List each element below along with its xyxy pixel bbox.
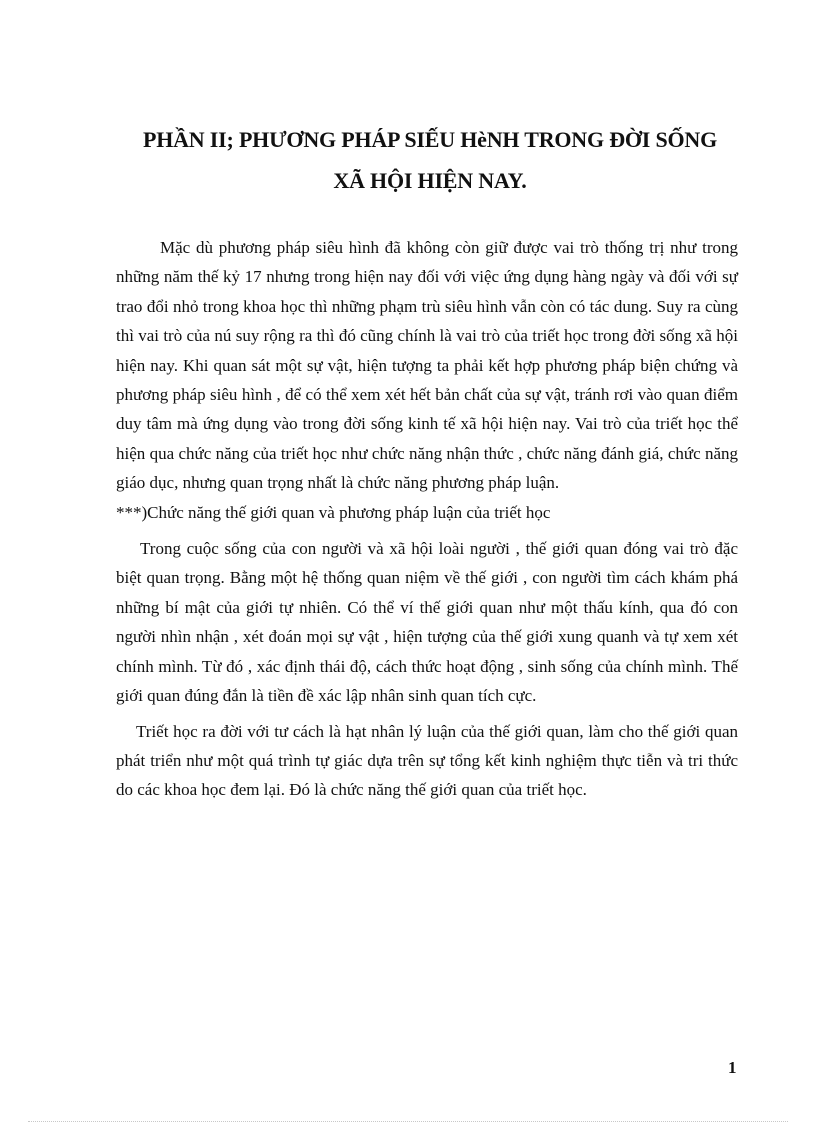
paragraph-philosophy-function: Triết học ra đời với tư cách là hạt nhân lý luận của thế giới quan, làm cho thế giới quan phát triển như một quá trình tự giác dựa trên sự tổng kết kinh nghiệm thực tiễn và tri thức do các khoa học đem lại. Đó là chức năng thế giới quan của triết học. — [116, 721, 738, 800]
section-subheading: ***)Chức năng thế giới quan và phương pháp luận của triết học — [116, 502, 551, 522]
paragraph-metaphysics-role: Mặc dù phương pháp siêu hình đã không còn giữ được vai trò thống trị như trong những năm thế kỷ 17 nhưng trong hiện nay đối với việc ứng dụng hàng ngày và đối với sự trao đổi nhỏ trong khoa học thì những phạm trù siêu hình vẫn còn có tác dung. Suy ra cùng thì vai trò của nú suy rộng ra thì đó cũng chính là vai trò của triết học trong đời sống xã hội hiện nay. Khi quan sát một sự vật, hiện tượng ta phải kết hợp phương pháp biện chứng và phương pháp siêu hình , để có thể xem xét hết bản chất của sự vật, tránh rơi vào quan điểm duy tâm mà ứng dụng vào trong đời sống kinh tế xã hội hiện nay. Vai trò của triết học thể hiện qua chức năng của triết học như chức năng nhận thức , chức năng đánh giá, chức năng giáo dục, nhưng quan trọng nhất là chức năng phương pháp luận. — [116, 238, 738, 493]
document-body — [116, 233, 738, 805]
page-title-line-2: XÃ HỘI HIỆN NAY. — [333, 168, 527, 193]
paragraph-worldview: Trong cuộc sống của con người và xã hội loài người , thế giới quan đóng vai trò đặc biệt quan trọng. Bằng một hệ thống quan niệm về thế giới , con người tìm cách khám phá những bí mật của giới tự nhiên. Có thể ví thế giới quan như một thấu kính, qua đó con người nhìn nhận , xét đoán mọi sự vật , hiện tượng của thế giới xung quanh và tự xem xét chính mình. Từ đó , xác định thái độ, cách thức hoạt động , sinh sống của chính mình. Thế giới quan đúng đắn là tiền đề xác lập nhân sinh quan tích cực. — [116, 539, 738, 706]
page-number: 1 — [728, 1058, 737, 1077]
page-title-line-1: PHẦN II; PHƯƠNG PHÁP SIẾU HèNH TRONG ĐỜI SỐNG — [142, 127, 718, 152]
page-bottom-divider — [28, 1121, 788, 1122]
